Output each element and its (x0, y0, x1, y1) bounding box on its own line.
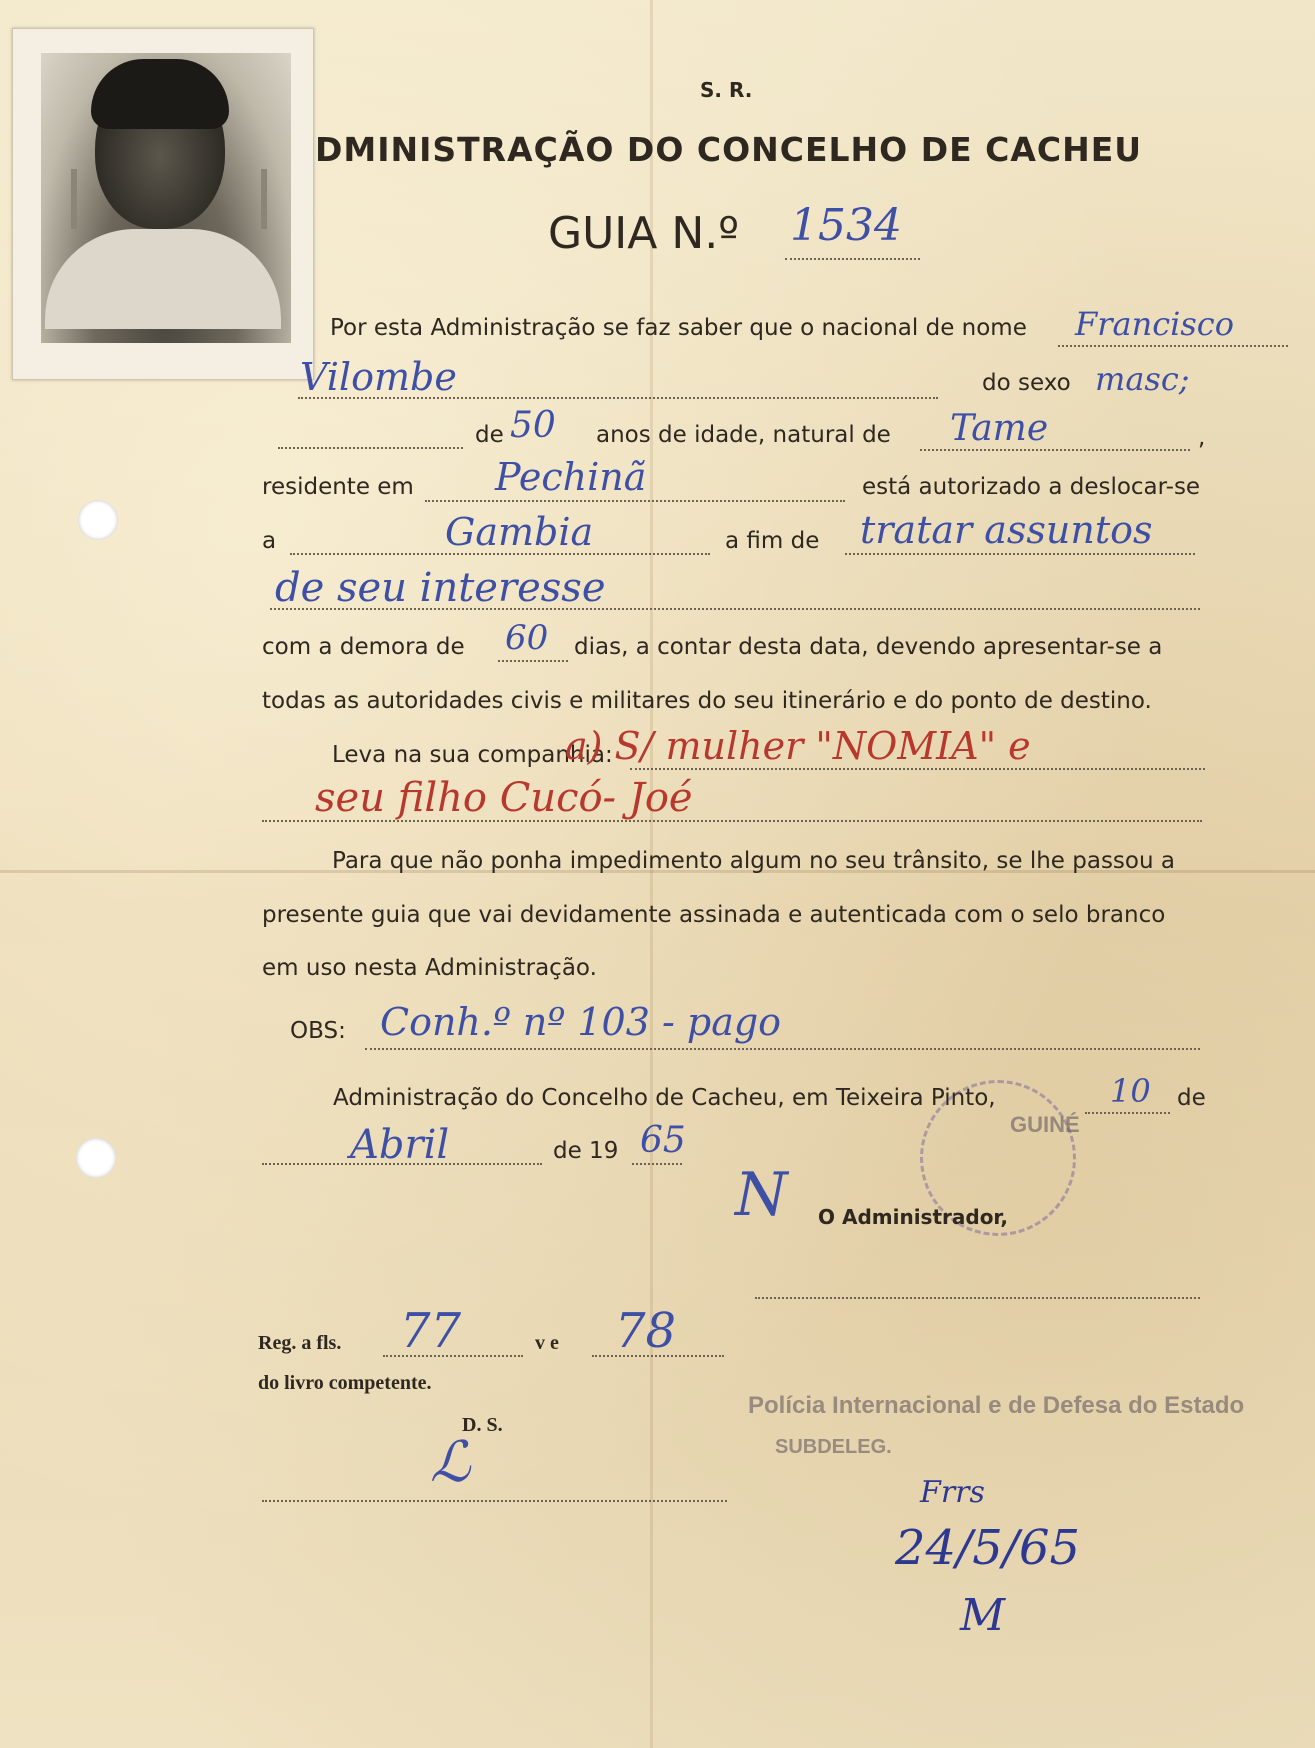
signature-line (755, 1297, 1200, 1299)
photo-clip (71, 169, 77, 229)
seal-stamp-text: GUINÉ (1010, 1112, 1080, 1137)
photo-hair (91, 59, 229, 129)
autoridades-text: todas as autoridades civis e militares do seu itinerário e do ponto de destino. (262, 688, 1152, 714)
autorizado-label: está autorizado a deslocar-se (862, 474, 1201, 500)
month-value: Abril (350, 1122, 450, 1168)
portrait-photo (12, 28, 314, 380)
dotted-line (845, 553, 1195, 555)
reg-label: Reg. a fls. (258, 1332, 342, 1354)
obs-value: Conh.º nº 103 - pago (380, 1000, 782, 1044)
paragraph-line2: presente guia que vai devidamente assinada e autenticada com o selo branco (262, 902, 1166, 928)
dotted-line (1085, 1112, 1170, 1114)
reg-value1: 77 (400, 1303, 462, 1359)
age-value: 50 (510, 405, 556, 446)
dias-value: 60 (505, 618, 549, 658)
dotted-line (383, 1355, 523, 1357)
companhia-line2: seu filho Cucó- Joé (315, 775, 693, 821)
companhia-line1: a) S/ mulher "NOMIA" e (565, 724, 1031, 768)
residente-value: Pechinã (495, 455, 647, 499)
dotted-line (630, 768, 1205, 770)
demora-label: com a demora de (262, 634, 465, 660)
fold-line (650, 0, 653, 1748)
comma: , (1198, 425, 1206, 451)
dotted-line (632, 1163, 682, 1165)
natural-value: Tame (950, 408, 1049, 449)
intro-text: Por esta Administração se faz saber que o nacional de nome (330, 315, 1027, 341)
dotted-line (785, 258, 920, 260)
destino-value: Gambia (445, 510, 594, 554)
sexo-label: do sexo (982, 370, 1071, 396)
a-label: a (262, 528, 277, 554)
pide-stamp-line1: Polícia Internacional e de Defesa do Estado (748, 1392, 1245, 1419)
name-last: Vilombe (300, 355, 457, 399)
dotted-line (1058, 345, 1288, 347)
administrador-label: O Administrador, (818, 1205, 1008, 1229)
dotted-line (365, 1048, 1200, 1050)
anos-label: anos de idade, natural de (596, 422, 891, 448)
dotted-line (592, 1355, 724, 1357)
dotted-line (290, 553, 710, 555)
guia-label: GUIA N.º (548, 208, 739, 259)
photo-clip (261, 169, 267, 229)
dotted-line (278, 447, 463, 449)
pide-stamp-line2: SUBDELEG. (775, 1436, 892, 1458)
afim-label: a fim de (725, 528, 820, 554)
dotted-line (298, 397, 938, 399)
paragraph-line1: Para que não ponha impedimento algum no seu trânsito, se lhe passou a (332, 848, 1175, 874)
dotted-line (262, 1163, 542, 1165)
dotted-line (498, 660, 568, 662)
signature-initial: N (735, 1160, 788, 1230)
signature-line (262, 1500, 727, 1502)
paragraph-line3: em uso nesta Administração. (262, 955, 597, 981)
ds-label: D. S. (462, 1414, 503, 1436)
dotted-line (270, 608, 1200, 610)
de2-label: de (1177, 1085, 1206, 1111)
purpose-line2: de seu interesse (275, 565, 606, 611)
handwritten-date: 24/5/65 (895, 1520, 1081, 1576)
dotted-line (425, 500, 845, 502)
livro-label: do livro competente. (258, 1372, 432, 1394)
office-title: DMINISTRAÇÃO DO CONCELHO DE CACHEU (315, 130, 1143, 169)
pide-signature: Frrs (920, 1475, 985, 1510)
dotted-line (262, 820, 1202, 822)
de-label: de (475, 422, 504, 448)
reg-value2: 78 (615, 1303, 677, 1359)
dotted-line (920, 449, 1190, 451)
year-label: de 19 (553, 1138, 619, 1164)
purpose-line1: tratar assuntos (860, 508, 1153, 552)
ve-label: v e (535, 1332, 559, 1354)
year-value: 65 (640, 1120, 686, 1161)
name-first: Francisco (1075, 305, 1234, 343)
punch-hole (78, 500, 118, 540)
sexo-value: masc; (1095, 360, 1190, 398)
day-value: 10 (1110, 1072, 1151, 1110)
handwritten-initials: M (960, 1590, 1006, 1641)
residente-label: residente em (262, 474, 414, 500)
demora-rest: dias, a contar desta data, devendo apresentar-se a (574, 634, 1163, 660)
obs-label: OBS: (290, 1018, 346, 1044)
punch-hole (76, 1138, 116, 1178)
sr-mark: S. R. (700, 78, 753, 102)
guia-number: 1534 (790, 200, 902, 251)
place-line: Administração do Concelho de Cacheu, em Teixeira Pinto, (333, 1085, 996, 1111)
ds-signature: ℒ (430, 1430, 471, 1495)
companhia-label: Leva na sua companhia: (332, 742, 613, 768)
